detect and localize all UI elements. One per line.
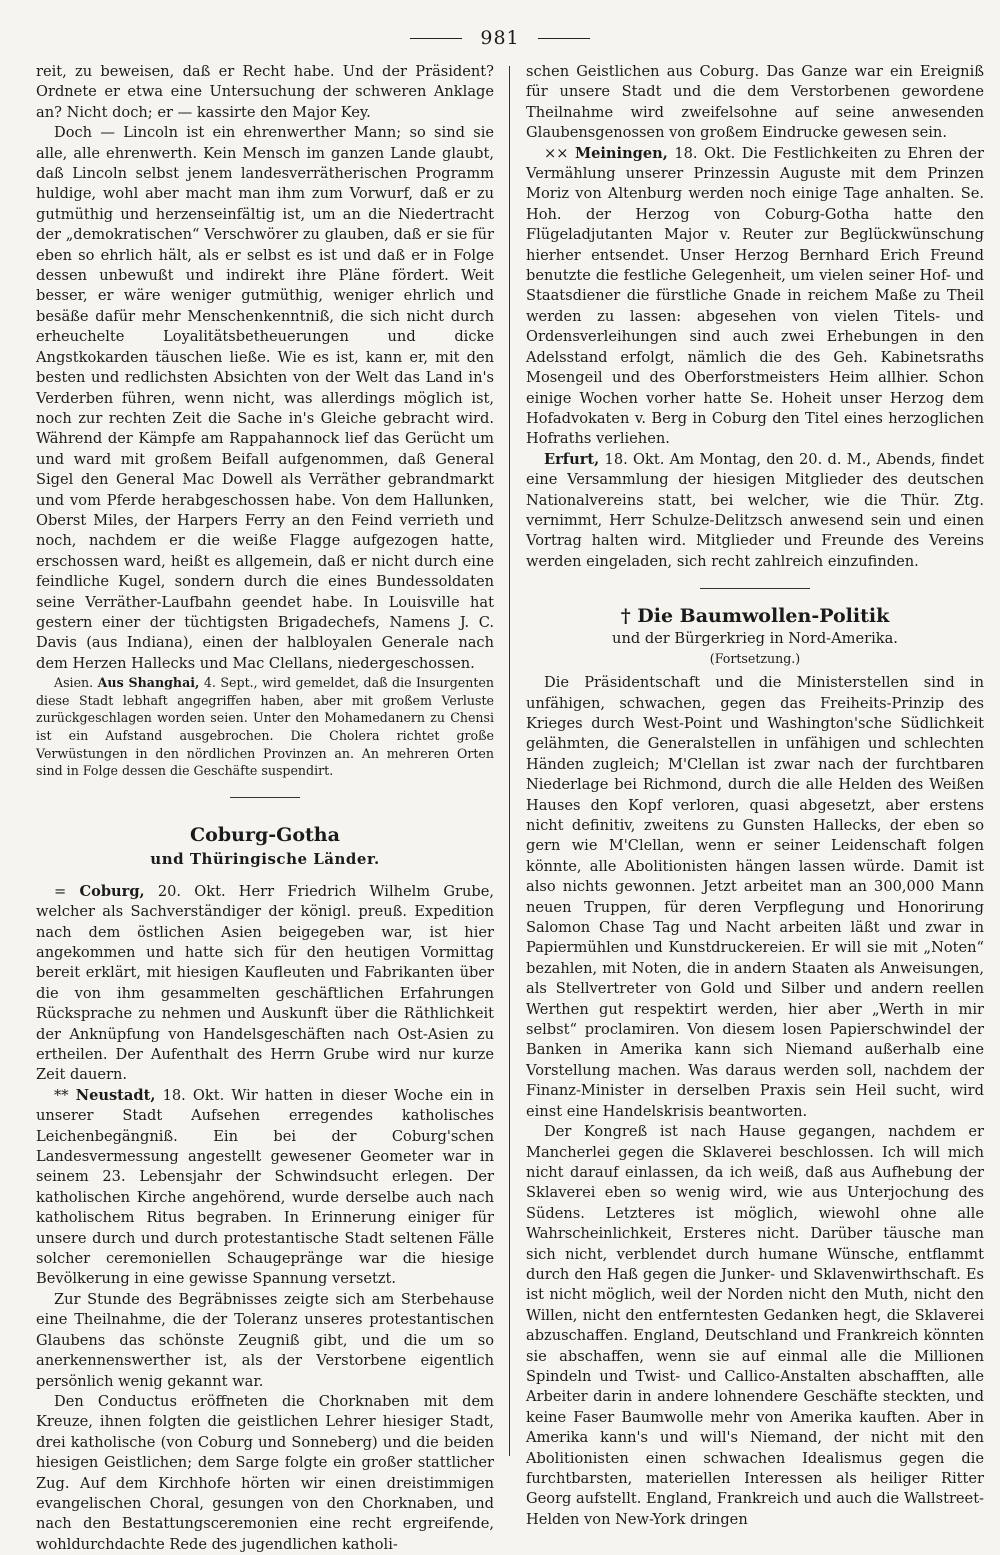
page-header [0, 18, 1000, 58]
asia-text: 4. Sept., wird gemeldet, daß die Insurgenten diese Stadt lebhaft angegriffen haben, aber mit großem Verluste zurückgeschlagen worden seien. Unter den Mohamedanern zu Chensi ist ein Aufstand ausgebrochen. Die Cholera richtet große Verwüstungen in den nördlichen Provinzen an. An mehreren Orten sind in Folge dessen die Geschäfte suspendirt. [36, 675, 494, 779]
section-title: Coburg-Gotha [190, 823, 340, 846]
neustadt-mark: ** [54, 1086, 69, 1104]
coburg-place: Coburg, [79, 882, 145, 900]
meiningen-text: 18. Okt. Die Festlichkeiten zu Ehren der Vermählung unserer Prinzessin Auguste mit dem Prinzen Moriz von Altenburg werden noch einige Tage anhalten. Se. Hoh. der Herzog von Coburg-Gotha hatte den Flügeladjutanten Major v. Reuter zur Beglückwünschung hierher entsendet. Unser Herzog Bernhard Erich Freund benutzte die festliche Gelegenheit, um vielen seiner Hof- und Staatsdiener die fürstliche Gnade in reichem Maße zu Theil werden zu lassen: abgesehen von vielen Titels- und Ordensverleihungen sind auch zwei Erhebungen in den Adelsstand erfolgt, nämlich die des Geh. Kabinetsraths Mosengeil und des Oberforstmeisters Heim allhier. Schon einige Wochen vorher hatte Se. Hoheit unser Herzog dem Hofadvokaten v. Berg in Coburg den Titel eines herzoglichen Hofraths verliehen. [526, 144, 985, 448]
coburg-text: 20. Okt. Herr Friedrich Wilhelm Grube, welcher als Sachverständiger der königl. preuß. Expedition nach dem östlichen Asien beigegeben war, ist hier angekommen und hatte sich für den heutigen Vormittag bereit erklärt, mit hiesigen Kaufleuten und Fabrikanten über die von ihm gesammelten geschäftlichen Erfahrungen Rücksprache zu nehmen und Auskunft über die Räthlichkeit der Anknüpfung von Handelsgeschäften nach Ost-Asien zu ertheilen. Der Aufenthalt des Herrn Grube wird nur kurze Zeit dauern. [36, 882, 495, 1084]
news-coburg [36, 882, 494, 1086]
left-column [36, 62, 495, 1553]
column-divider [509, 66, 510, 1456]
paragraph-lincoln-intro: reit, zu beweisen, daß er Recht habe. Und der Präsident? Ordnete er etwa eine Untersuchung der schweren Anklage an? Nicht doch; er — kassirte den Major Key. [36, 63, 494, 121]
paragraph-funeral-end: schen Geistlichen aus Coburg. Das Ganze war ein Ereigniß für unsere Stadt und die dem Verstorbenen gewordene Theilnahme wird zweifelsohne auf seine anwesenden Glaubensgenossen von großem Eindrucke gewesen sein. [526, 63, 984, 142]
erfurt-place: Erfurt, [544, 450, 600, 468]
page-number: 981 [480, 27, 520, 49]
article-title: † Die Baumwollen-Politik [620, 605, 890, 628]
paragraph-funeral-1: Zur Stunde des Begräbnisses zeigte sich am Sterbehause eine Theilnahme, die der Toleranz unseres protestantischen Glaubens das schönste Zeugniß gibt, und die um so anerkennenswerther ist, als der Verstorbene eigentlich persönlich wenig gekannt war. [36, 1290, 494, 1390]
header-dash-right [538, 38, 590, 39]
coburg-mark: = [54, 882, 67, 900]
meiningen-mark: ×× [544, 144, 569, 162]
neustadt-text: 18. Okt. Wir hatten in dieser Woche ein in unserer Stadt Aufsehen erregendes katholisches Leichenbegängniß. Ein bei der Coburg'schen Landesvermessung angestellt gewesener Geometer war in seinem 23. Lebensjahr der Schwindsucht erlegen. Der katholischen Kirche angehörend, wurde derselbe auch nach katholischem Ritus begraben. In Erinnerung einiger für unsere durch und durch protestantische Stadt seltenen Fälle solcher ceremoniellen Schaugepränge war die hiesige Bevölkerung in eine gewisse Spannung versetzt. [36, 1086, 494, 1288]
news-meiningen [526, 144, 984, 450]
news-neustadt [36, 1086, 494, 1290]
article-continuation-note: (Fortsetzung.) [709, 651, 801, 667]
paragraph-funeral-2: Den Conductus eröffneten die Chorknaben mit dem Kreuze, ihnen folgten die geistlichen Lehrer hiesiger Stadt, drei katholische (von Coburg und Sonneberg) und die beiden hiesigen Geistlichen; dem Sarge folgte ein großer stattlicher Zug. Auf dem Kirchhofe hörten wir einen dreistimmigen evangelischen Choral, gesungen von den Chorknaben, und nach den Bestattungsceremonien eine recht ergreifende, wohldurchdachte Rede des jugendlichen katholi- [36, 1392, 494, 1553]
header-dash-left [410, 38, 462, 39]
neustadt-place: Neustadt, [75, 1086, 156, 1104]
section-subtitle: und Thüringische Länder. [150, 849, 380, 868]
asia-label: Asien. [54, 675, 94, 691]
asia-place: Aus Shanghai, [97, 675, 200, 691]
paragraph-presidency: Die Präsidentschaft und die Ministerstellen sind in unfähigen, schwachen, gegen das Freiheits-Prinzip des Krieges durch West-Point und Washington'sche Südlichkeit gelähmten, die Generalstellen in unfähigen und schlechten Händen zugleich; M'Clellan ist zwar nach der furchtbaren Niederlage bei Richmond, durch die alle Helden des Weißen Hauses den Kopf verloren, quasi abgesetzt, aber erstens nicht definitiv, zweitens zu Gunsten Hallecks, der eben so gern wie M'Clellan, wenn er seiner Leidenschaft folgen könnte, alle Abolitionisten hängen lassen würde. Damit ist also nichts gewonnen. Jetzt arbeitet man an 300,000 Mann neuen Truppen, für deren Verpflegung und Honorirung Salomon Chase Tag und Nacht arbeiten läßt und zwar in Papiermühlen und Kunstdruckereien. Er will sie mit „Noten“ bezahlen, mit Noten, die in andern Staaten als Anweisungen, als Stellvertreter von Gold und Silber und andern reellen Werthen gut respektirt werden, hier aber „Werth in mir selbst“ proclamiren. Von diesem losen Papierschwindel der Banken in Amerika kann sich Niemand außerhalb eine Vorstellung machen. Was daraus werden soll, nachdem der Finanz-Minister in derselben Praxis sein Heil sucht, wird einst eine Handelskrisis beantworten. [526, 674, 984, 1120]
meiningen-place: Meiningen, [574, 144, 668, 162]
right-column [526, 62, 985, 1528]
erfurt-text: 18. Okt. Am Montag, den 20. d. M., Abends, findet eine Versammlung der hiesigen Mitglieder des deutschen Nationalvereins statt, bei welcher, wie die Thür. Ztg. vernimmt, Herr Schulze-Delitzsch anwesend sein und einen Vortrag halten wird. Mitglieder und Freunde des Vereins werden eingeladen, sich recht zahlreich einzufinden. [526, 450, 984, 570]
paragraph-congress: Der Kongreß ist nach Hause gegangen, nachdem er Mancherlei gegen die Sklaverei beschlossen. Ich will mich nicht darauf einlassen, da ich weiß, daß aus Aufhebung der Sklaverei eben so wenig wird, wie aus Unterjochung des Südens. Letzteres ist möglich, wiewohl ohne alle Wahrscheinlichkeit, Ersteres nicht. Darüber täusche man sich nicht, verblendet durch humane Wünsche, entflammt durch den Haß gegen die Junker- und Sklavenwirthschaft. Es ist nicht möglich, weil der Norden nicht den Muth, nicht den Willen, nicht den entferntesten Gedanken hegt, die Sklaverei abzuschaffen. England, Deutschland und Frankreich könnten sie abschaffen, wenn sie auf einmal alle die Millionen Spindeln und Twist- und Callico-Anstalten abschafften, alle Arbeiter darin in andere lohnendere Geschäfte steckten, und keine Faser Baumwolle mehr von Amerika kauften. Aber in Amerika kann's und will's Niemand, der nicht mit den Abolitionisten einen schwachen Idealismus gegen die furchtbarsten, materiellen Interessen als heiliger Ritter Georg aufstellt. England, Frankreich und auch die Wallstreet-Helden von New-York dringen [526, 1123, 984, 1528]
news-erfurt [526, 450, 984, 572]
article-rule [700, 588, 810, 589]
paragraph-lincoln: Doch — Lincoln ist ein ehrenwerther Mann; so sind sie alle, alle ehrenwerth. Kein Mensch im ganzen Lande glaubt, daß Lincoln selbst jenem landesverrätherischen Programm huldige, wohl aber macht man ihm zum Vorwurf, daß er zu gutmüthig und herzenseinfältig ist, um an die Niedertracht der „demokratischen“ Verschwörer zu glauben, daß er sie für eben so ehrlich hält, als er selbst es ist und daß er in Folge dessen unbewußt und indirekt ihre Pläne fördert. Weit besser, er wäre weniger gutmüthig, weniger ehrlich und besäße dafür mehr Menschenkenntniß, die sich nicht durch erheuchelte Loyalitätsbetheuerungen und dicke Angstkokarden täuschen ließe. Wie es ist, kann er, mit den besten und redlichsten Absichten von der Welt das Land in's Verderben führen, wenn nicht, was allerdings möglich ist, noch zur rechten Zeit die Sache in's Gleiche gebracht wird. Während der Kämpfe am Rappahannock lief das Gerücht um und ward mit großem Beifall aufgenommen, daß General Sigel den General Mac Dowell als Verräther gebrandmarkt und vom Pferde herabgeschossen habe. Von dem Hallunken, Oberst Miles, der Harpers Ferry an den Feind verrieth und noch, nachdem er die weiße Flagge aufgezogen hatte, erschossen ward, heißt es allgemein, daß er nicht durch eine feindliche Kugel, sondern durch die eines Bundessoldaten seine Verräther-Laufbahn geendet habe. In Louisville hat gestern einer der tüchtigsten Brigadechefs, Namens J. C. Davis (aus Indiana), einen der halbloyalen Generale nach dem Herzen Hallecks und Mac Clellans, niedergeschossen. [36, 124, 494, 672]
section-rule [230, 797, 300, 798]
news-asia [36, 674, 494, 780]
article-subtitle: und der Bürgerkrieg in Nord-Amerika. [612, 630, 898, 648]
